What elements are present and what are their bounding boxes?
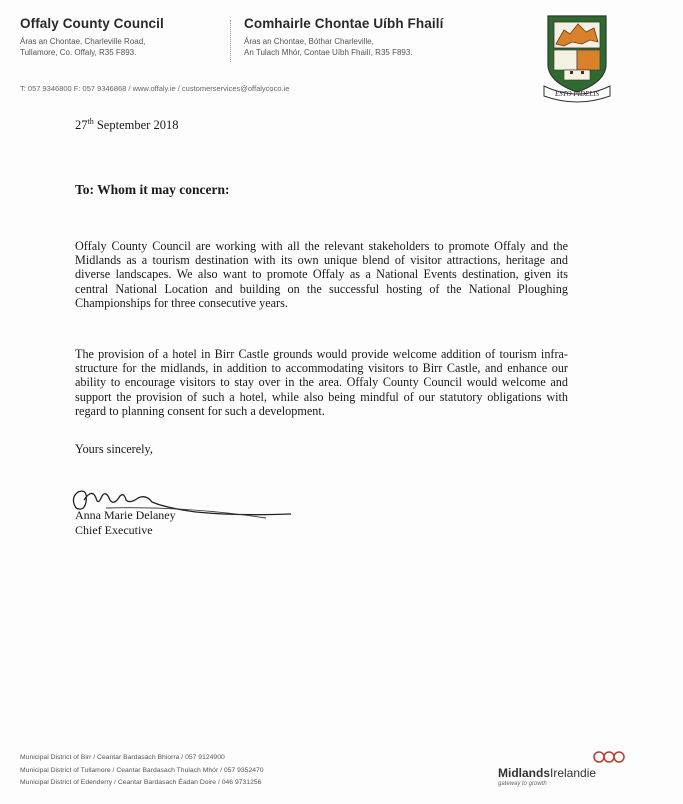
address-english-line1: Áras an Chontae, Charleville Road, [20, 37, 146, 46]
letterhead-irish [244, 16, 474, 58]
address-irish-line1: Áras an Chontae, Bóthar Charleville, [244, 37, 374, 46]
letterhead-english [20, 16, 230, 58]
date-day: 27 [75, 118, 88, 133]
body-paragraph-1: Offaly County Council are working with all the relevant stakeholders to promote Offaly and the Midlands as a tourism destination with its own unique blend of visitor attractions, heritage and diverse landscapes. We also want to promote Offaly as a National Events destination, given its central National Location and building on the successful hosting of the National Ploughing Championships for three consecutive years. [75, 239, 568, 310]
council-name-irish: Comhairle Chontae Uíbh Fhailí [244, 16, 444, 31]
closing: Yours sincerely, [75, 442, 153, 456]
letter-date [75, 117, 178, 133]
council-name-english: Offaly County Council [20, 16, 164, 31]
crest-motto: ESTO FIDELIS [554, 90, 600, 98]
brand-name [498, 766, 596, 780]
signatory [75, 508, 176, 538]
footer-districts [20, 752, 264, 790]
body-paragraph-2: The provision of a hotel in Birr Castle grounds would provide welcome addition of tourism infra-structure for the midlands, in addition to accommodating visitors to Birr Castle, and enhance our ability to encourage visitors to stay over in the area. Offaly County Council would welcome and support the provision of such a hotel, while also being mindful of our statutory obligations with regard to planning consent for such a development. [75, 347, 568, 418]
footer-district-tullamore: Municipal District of Tullamore / Ceantar Bardasach Thulach Mhór / 057 9352470 [20, 766, 264, 774]
address-irish [244, 36, 474, 58]
address-english [20, 36, 230, 58]
contact-details: T: 057 9346800 F: 057 9346868 / www.offaly.ie / customerservices@offalycoco.ie [20, 84, 290, 93]
salutation: To: Whom it may concern: [75, 182, 230, 197]
brand-name-bold: Midlands [498, 766, 551, 780]
letterhead-divider [230, 20, 232, 62]
footer-district-birr: Municipal District of Birr / Ceantar Bardasach Bhiorra / 057 9124900 [20, 754, 225, 761]
address-english-line2: Tullamore, Co. Offaly, R35 F893. [20, 48, 137, 57]
brand-tagline: gateway to growth [498, 781, 547, 787]
brand-name-light: Irelandie [550, 766, 597, 780]
county-crest-icon [542, 12, 612, 104]
brand-rings-icon [593, 750, 625, 764]
date-suffix: th [87, 117, 94, 126]
signatory-name: Anna Marie Delaney [75, 508, 176, 522]
address-irish-line2: An Tulach Mhór, Contae Uíbh Fhailí, R35 F893. [244, 48, 413, 57]
footer-district-edenderry: Municipal District of Edenderry / Ceantar Bardasach Éadan Doire / 046 9731256 [20, 779, 262, 786]
date-month-year: September 2018 [93, 118, 179, 133]
signatory-title: Chief Executive [75, 523, 153, 537]
